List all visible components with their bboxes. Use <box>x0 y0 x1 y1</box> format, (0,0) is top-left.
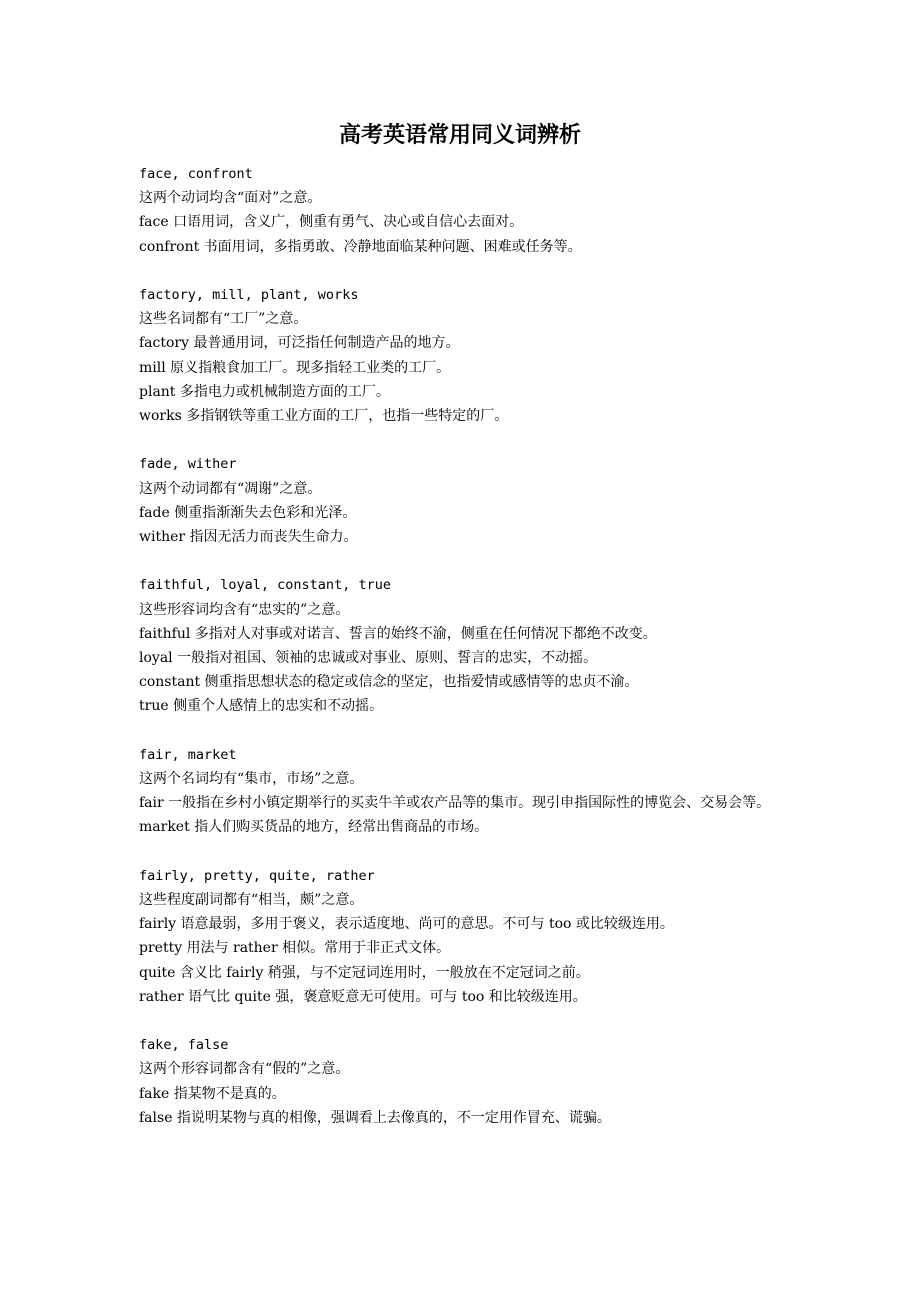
entry-line: 这两个动词都有“凋谢”之意。 <box>139 480 322 497</box>
entry-line: 这些程度副词都有“相当，颇”之意。 <box>139 892 364 909</box>
entry-line: market 指人们购买货品的地方，经常出售商品的市场。 <box>139 819 489 836</box>
entry-faithful-loyal-constant-true <box>139 573 801 718</box>
entry-line: 这两个动词均含“面对”之意。 <box>139 190 322 207</box>
entry-line: fake 指某物不是真的。 <box>139 1085 286 1102</box>
entry-line: confront 书面用词，多指勇敢、冷静地面临某种问题、困难或任务等。 <box>139 238 582 255</box>
entry-headword: fairly, pretty, quite, rather <box>139 867 375 884</box>
document-body <box>139 162 801 1130</box>
entry-line: 这两个形容词都含有“假的”之意。 <box>139 1061 350 1078</box>
entry-line: works 多指钢铁等重工业方面的工厂，也指一些特定的厂。 <box>139 408 509 425</box>
entry-line: rather 语气比 quite 强，褒意贬意无可使用。可与 too 和比较级连用。 <box>139 988 587 1005</box>
entry-line: fair 一般指在乡村小镇定期举行的买卖牛羊或农产品等的集市。现引申指国际性的博览会、交易会等。 <box>139 795 771 812</box>
entry-line: 这些名词都有“工厂”之意。 <box>139 311 308 328</box>
entry-line: fade 侧重指渐渐失去色彩和光泽。 <box>139 504 357 521</box>
page-title: 高考英语常用同义词辨析 <box>338 123 581 148</box>
entry-line: wither 指因无活力而丧失生命力。 <box>139 529 358 546</box>
entry-fair-market <box>139 743 801 840</box>
entry-line: factory 最普通用词，可泛指任何制造产品的地方。 <box>139 335 460 352</box>
entry-line: 这些形容词均含有“忠实的”之意。 <box>139 601 350 618</box>
entry-line: 这两个名词均有“集市，市场”之意。 <box>139 771 364 788</box>
entry-fairly-pretty-quite-rather <box>139 864 801 1009</box>
entry-headword: faithful, loyal, constant, true <box>139 577 391 594</box>
entry-line: true 侧重个人感情上的忠实和不动摇。 <box>139 698 384 715</box>
entry-line: false 指说明某物与真的相像，强调看上去像真的，不一定用作冒充、谎骗。 <box>139 1109 611 1126</box>
entry-fake-false <box>139 1033 801 1130</box>
entry-line: quite 含义比 fairly 稍强，与不定冠词连用时，一般放在不定冠词之前。 <box>139 964 590 981</box>
entry-headword: fair, market <box>139 746 237 763</box>
entry-line: fairly 语意最弱，多用于褒义，表示适度地、尚可的意思。不可与 too 或比较级连用。 <box>139 916 674 933</box>
entry-line: loyal 一般指对祖国、领袖的忠诚或对事业、原则、誓言的忠实，不动摇。 <box>139 650 598 667</box>
entry-headword: face, confront <box>139 166 253 182</box>
entry-line: pretty 用法与 rather 相似。常用于非正式文体。 <box>139 940 451 957</box>
entry-line: mill 原义指粮食加工厂。现多指轻工业类的工厂。 <box>139 359 451 376</box>
entry-line: constant 侧重指思想状态的稳定或信念的坚定，也指爱情或感情等的忠贞不渝。 <box>139 674 639 691</box>
entry-line: plant 多指电力或机械制造方面的工厂。 <box>139 383 390 400</box>
entry-line: face 口语用词，含义广，侧重有勇气、决心或自信心去面对。 <box>139 214 524 231</box>
entry-headword: fake, false <box>139 1037 229 1054</box>
entry-headword: factory, mill, plant, works <box>139 287 359 303</box>
entry-face-confront <box>139 162 801 259</box>
entry-fade-wither <box>139 452 801 549</box>
entry-headword: fade, wither <box>139 456 237 473</box>
entry-line: faithful 多指对人对事或对诺言、誓言的始终不渝，侧重在任何情况下都绝不改变。 <box>139 625 657 642</box>
entry-factory-mill-plant-works <box>139 283 801 428</box>
